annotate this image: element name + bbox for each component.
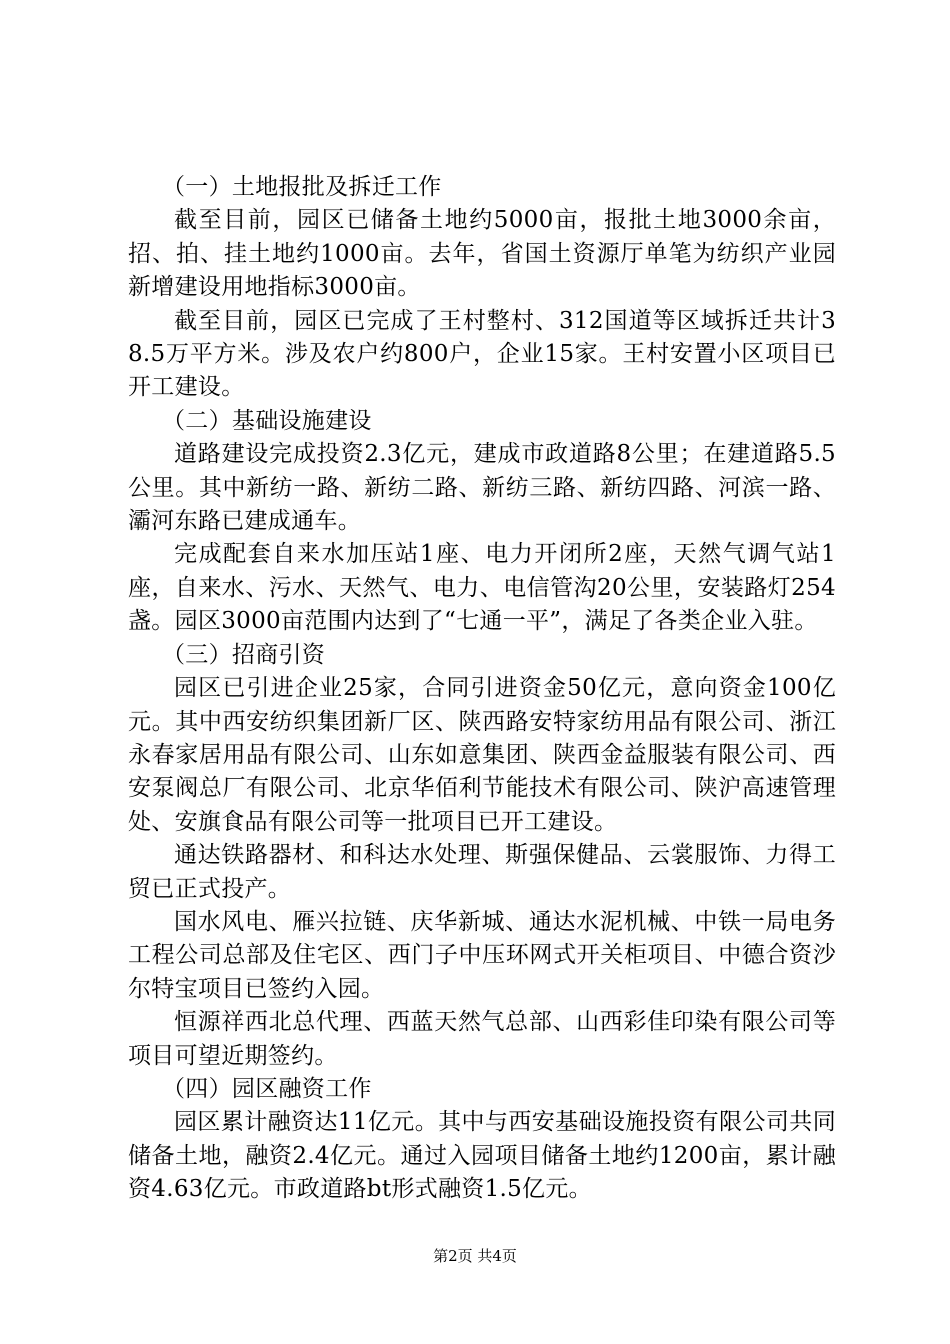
section-heading: （四）园区融资工作	[162, 1075, 372, 1102]
paragraph: 园区累计融资达11亿元。其中与西安基础设施投资有限公司共同储备土地，融资2.4亿元。通过入园项目储备土地约1200亩，累计融资4.63亿元。市政道路bt形式融资1.5亿元。	[128, 1109, 836, 1203]
section-land	[128, 171, 836, 405]
paragraph: 截至目前，园区已完成了王村整村、312国道等区域拆迁共计38.5万平方米。涉及农户约800户，企业15家。王村安置小区项目已开工建设。	[128, 307, 836, 401]
paragraph: 园区已引进企业25家，合同引进资金50亿元，意向资金100亿元。其中西安纺织集团新厂区、陕西路安特家纺用品有限公司、浙江永春家居用品有限公司、山东如意集团、陕西金益服装有限公司、西安泵阀总厂有限公司、北京华佰利节能技术有限公司、陕沪高速管理处、安旗食品有限公司等一批项目已开工建设。	[128, 675, 836, 835]
paragraph: 恒源祥西北总代理、西蓝天然气总部、山西彩佳印染有限公司等项目可望近期签约。	[128, 1009, 836, 1069]
document-body	[128, 171, 836, 1207]
section-heading: （三）招商引资	[162, 641, 326, 668]
paragraph: 完成配套自来水加压站1座、电力开闭所2座，天然气调气站1座，自来水、污水、天然气、电力、电信管沟20公里，安装路灯254盏。园区3000亩范围内达到了“七通一平”，满足了各类企业入驻。	[128, 541, 836, 635]
paragraph: 截至目前，园区已储备土地约5000亩，报批土地3000余亩，招、拍、挂土地约1000亩。去年，省国土资源厅单笔为纺织产业园新增建设用地指标3000亩。	[128, 207, 836, 301]
paragraph: 国水风电、雁兴拉链、庆华新城、通达水泥机械、中铁一局电务工程公司总部及住宅区、西门子中压环网式开关柜项目、中德合资沙尔特宝项目已签约入园。	[128, 908, 836, 1002]
section-infrastructure	[128, 405, 836, 639]
section-investment	[128, 639, 836, 1073]
paragraph: 通达铁路器材、和科达水处理、斯强保健品、云裳服饰、力得工贸已正式投产。	[128, 842, 836, 902]
section-heading: （一）土地报批及拆迁工作	[162, 174, 442, 200]
paragraph: 道路建设完成投资2.3亿元，建成市政道路8公里；在建道路5.5公里。其中新纺一路、新纺二路、新纺三路、新纺四路、河滨一路、灞河东路已建成通车。	[128, 441, 836, 535]
section-financing	[128, 1073, 836, 1207]
section-heading: （二）基础设施建设	[162, 407, 372, 434]
page-number-footer: 第2页 共4页	[433, 1247, 517, 1265]
